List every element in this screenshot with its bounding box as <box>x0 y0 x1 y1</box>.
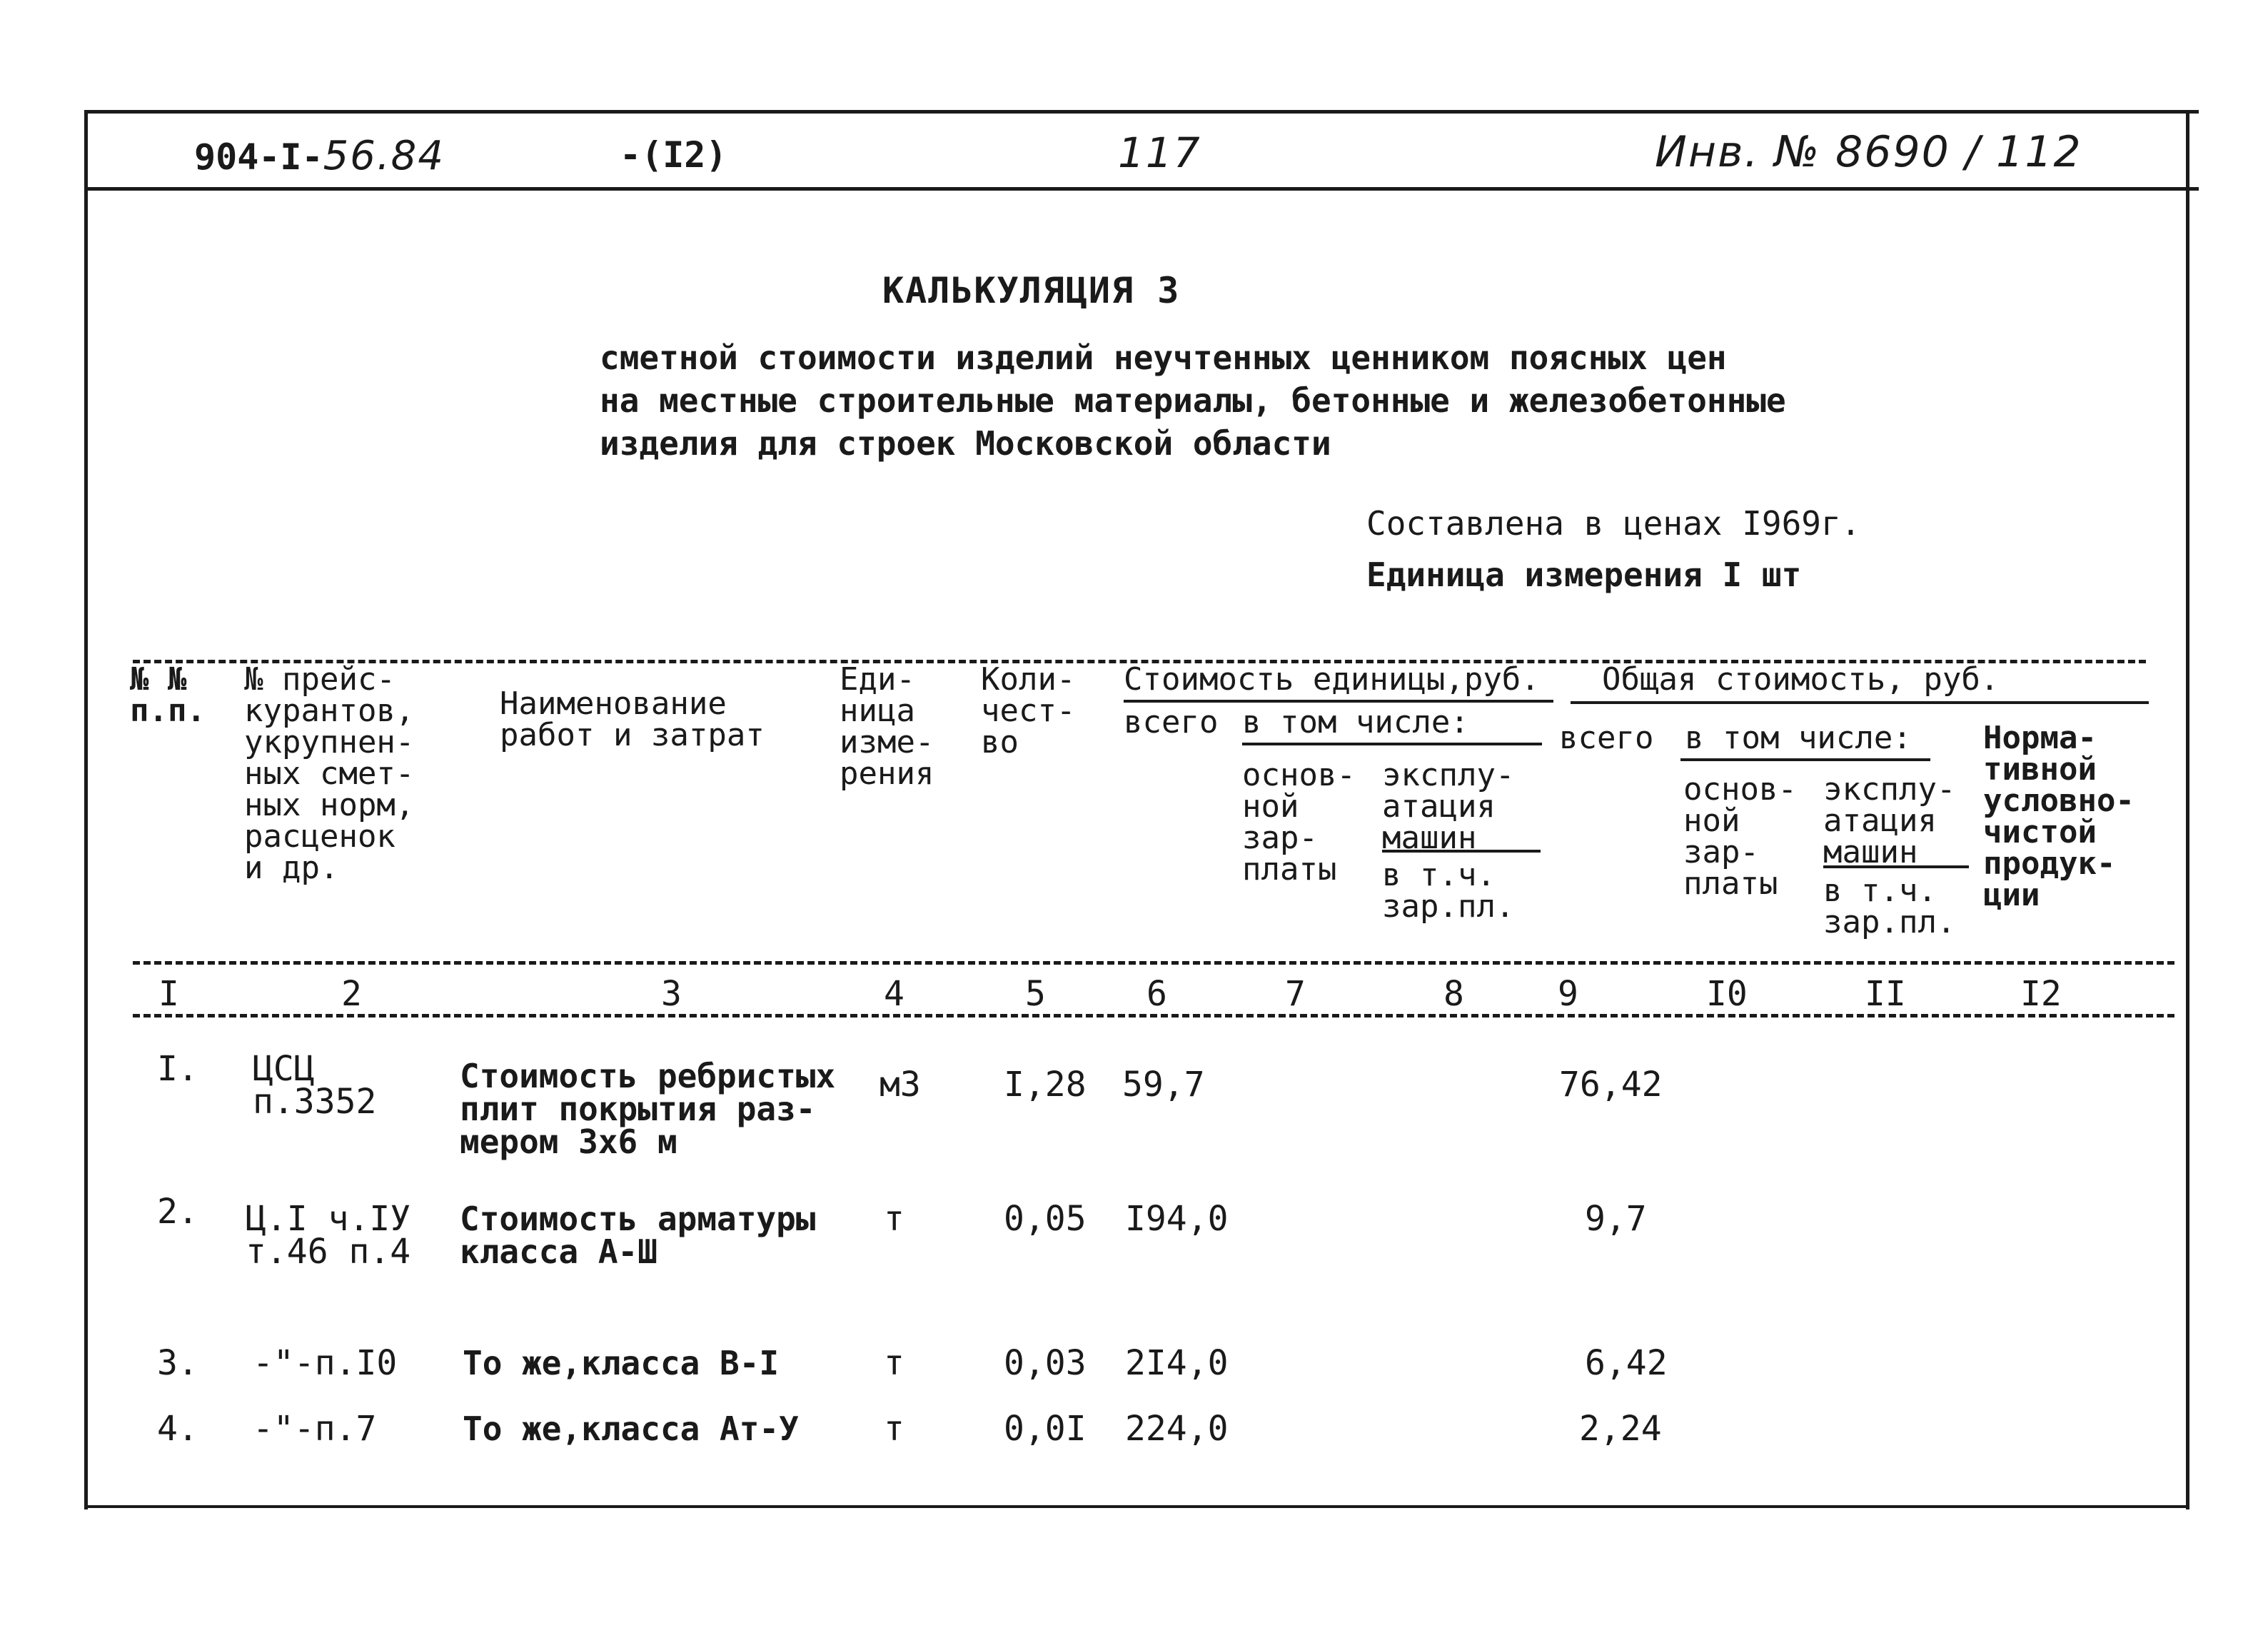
row-total: 6,42 <box>1585 1343 1668 1383</box>
header-total-incl-wage: в т.ч. зар.пл. <box>1823 873 1956 940</box>
header-total-base-wage: основ- ной зар- платы <box>1683 771 1797 902</box>
total-machines-underline <box>1823 865 1969 868</box>
row-number: 2. <box>157 1192 198 1232</box>
row-quantity: 0,0I <box>1004 1409 1087 1449</box>
row-total: 76,42 <box>1559 1065 1663 1105</box>
row-unit: т <box>884 1199 904 1239</box>
row-unit: т <box>884 1343 904 1383</box>
column-number: 4 <box>884 974 904 1014</box>
column-numbers-bottom-dashed-line <box>133 1014 2174 1018</box>
row-number: 3. <box>157 1343 198 1383</box>
page-title: КАЛЬКУЛЯЦИЯ 3 <box>882 270 1181 311</box>
doc-code <box>194 133 445 179</box>
frame-bottom <box>84 1505 2189 1508</box>
unit-note: Единица измерения I шт <box>1366 556 1802 594</box>
column-number: 7 <box>1285 974 1306 1014</box>
doc-part: -(I2) <box>620 134 727 176</box>
row-quantity: 0,05 <box>1004 1199 1087 1239</box>
row-unit-total: I94,0 <box>1125 1199 1229 1239</box>
total-including-underline <box>1680 758 1930 761</box>
row-unit: т <box>884 1409 904 1449</box>
column-number: 6 <box>1146 974 1167 1014</box>
frame-right <box>2186 110 2189 1509</box>
header-quantity: Коли- чест- во <box>981 661 1076 760</box>
header-work-name: Наименование работ и затрат <box>500 685 765 753</box>
header-unit-base-wage: основ- ной зар- платы <box>1242 757 1356 888</box>
row-name: Стоимость ребристых плит покрытия раз- мером 3х6 м <box>460 1057 836 1161</box>
column-number: I2 <box>2020 974 2062 1014</box>
row-unit-total: 59,7 <box>1122 1065 1205 1105</box>
frame-header-divider <box>84 187 2199 191</box>
row-name: Стоимость арматуры класса А-Ш <box>460 1200 816 1271</box>
row-number: I. <box>157 1049 198 1089</box>
row-name: То же,класса Ат-У <box>463 1410 799 1448</box>
row-total: 2,24 <box>1579 1409 1662 1449</box>
column-number: I0 <box>1706 974 1748 1014</box>
header-total-cost-total: всего <box>1559 720 1654 756</box>
header-row-number: № № п.п. <box>130 661 206 729</box>
unit-machines-underline <box>1382 850 1541 853</box>
doc-code-handwritten: 56.84 <box>323 133 445 179</box>
row-reference: -"-п.7 <box>253 1409 377 1449</box>
page-number-handwritten: 117 <box>1118 129 1201 177</box>
column-number: 8 <box>1443 974 1464 1014</box>
title-line-3: изделия для строек Московской области <box>600 424 1331 463</box>
row-name: То же,класса В-I <box>463 1344 780 1382</box>
row-total: 9,7 <box>1585 1199 1647 1239</box>
header-unit-cost-including: в том числе: <box>1242 704 1469 740</box>
header-total-machines: эксплу- атация машин <box>1823 771 1956 870</box>
header-unit-machines: эксплу- атация машин <box>1382 757 1515 856</box>
header-unit-cost-group: Стоимость единицы,руб. <box>1124 661 1540 698</box>
row-reference: ЦСЦ п.3352 <box>253 1049 377 1122</box>
header-unit: Еди- ница изме- рения <box>840 661 934 792</box>
column-number: 3 <box>661 974 682 1014</box>
header-price-list-ref: № прейс- курантов, укрупнен- ных смет- ных норм, расценок и др. <box>244 661 415 886</box>
row-unit: м3 <box>880 1065 921 1105</box>
row-unit-total: 224,0 <box>1125 1409 1229 1449</box>
unit-including-underline <box>1242 743 1542 745</box>
column-number: II <box>1865 974 1906 1014</box>
column-number: 9 <box>1558 974 1578 1014</box>
doc-code-printed: 904-I- <box>194 136 323 178</box>
row-quantity: I,28 <box>1004 1065 1087 1105</box>
row-reference: -"-п.I0 <box>253 1343 398 1383</box>
row-quantity: 0,03 <box>1004 1343 1087 1383</box>
title-line-1: сметной стоимости изделий неучтенных ценником поясных цен <box>600 338 1727 377</box>
row-number: 4. <box>157 1409 198 1449</box>
title-line-2: на местные строительные материалы, бетонные и железобетонные <box>600 381 1786 420</box>
header-total-cost-group: Общая стоимость, руб. <box>1602 661 2000 698</box>
header-total-cost-including: в том числе: <box>1685 720 1912 756</box>
column-number: I <box>158 974 179 1014</box>
header-normative-production: Норма- тивной условно- чистой продук- ции <box>1983 720 2135 913</box>
column-number: 2 <box>341 974 362 1014</box>
column-number: 5 <box>1025 974 1046 1014</box>
unit-cost-underline <box>1124 700 1553 703</box>
frame-left <box>84 110 88 1509</box>
prices-note: Составлена в ценах I969г. <box>1366 504 1861 543</box>
inventory-number-handwritten: Инв. № 8690 / 112 <box>1655 127 2082 177</box>
row-reference: Ц.I ч.IУ т.46 п.4 <box>246 1199 411 1272</box>
row-unit-total: 2I4,0 <box>1125 1343 1229 1383</box>
table-header-bottom-dashed-line <box>133 961 2174 965</box>
header-unit-cost-total: всего <box>1124 704 1219 740</box>
frame-top <box>84 110 2199 114</box>
total-cost-underline <box>1571 701 2149 704</box>
header-unit-incl-wage: в т.ч. зар.пл. <box>1382 857 1515 925</box>
